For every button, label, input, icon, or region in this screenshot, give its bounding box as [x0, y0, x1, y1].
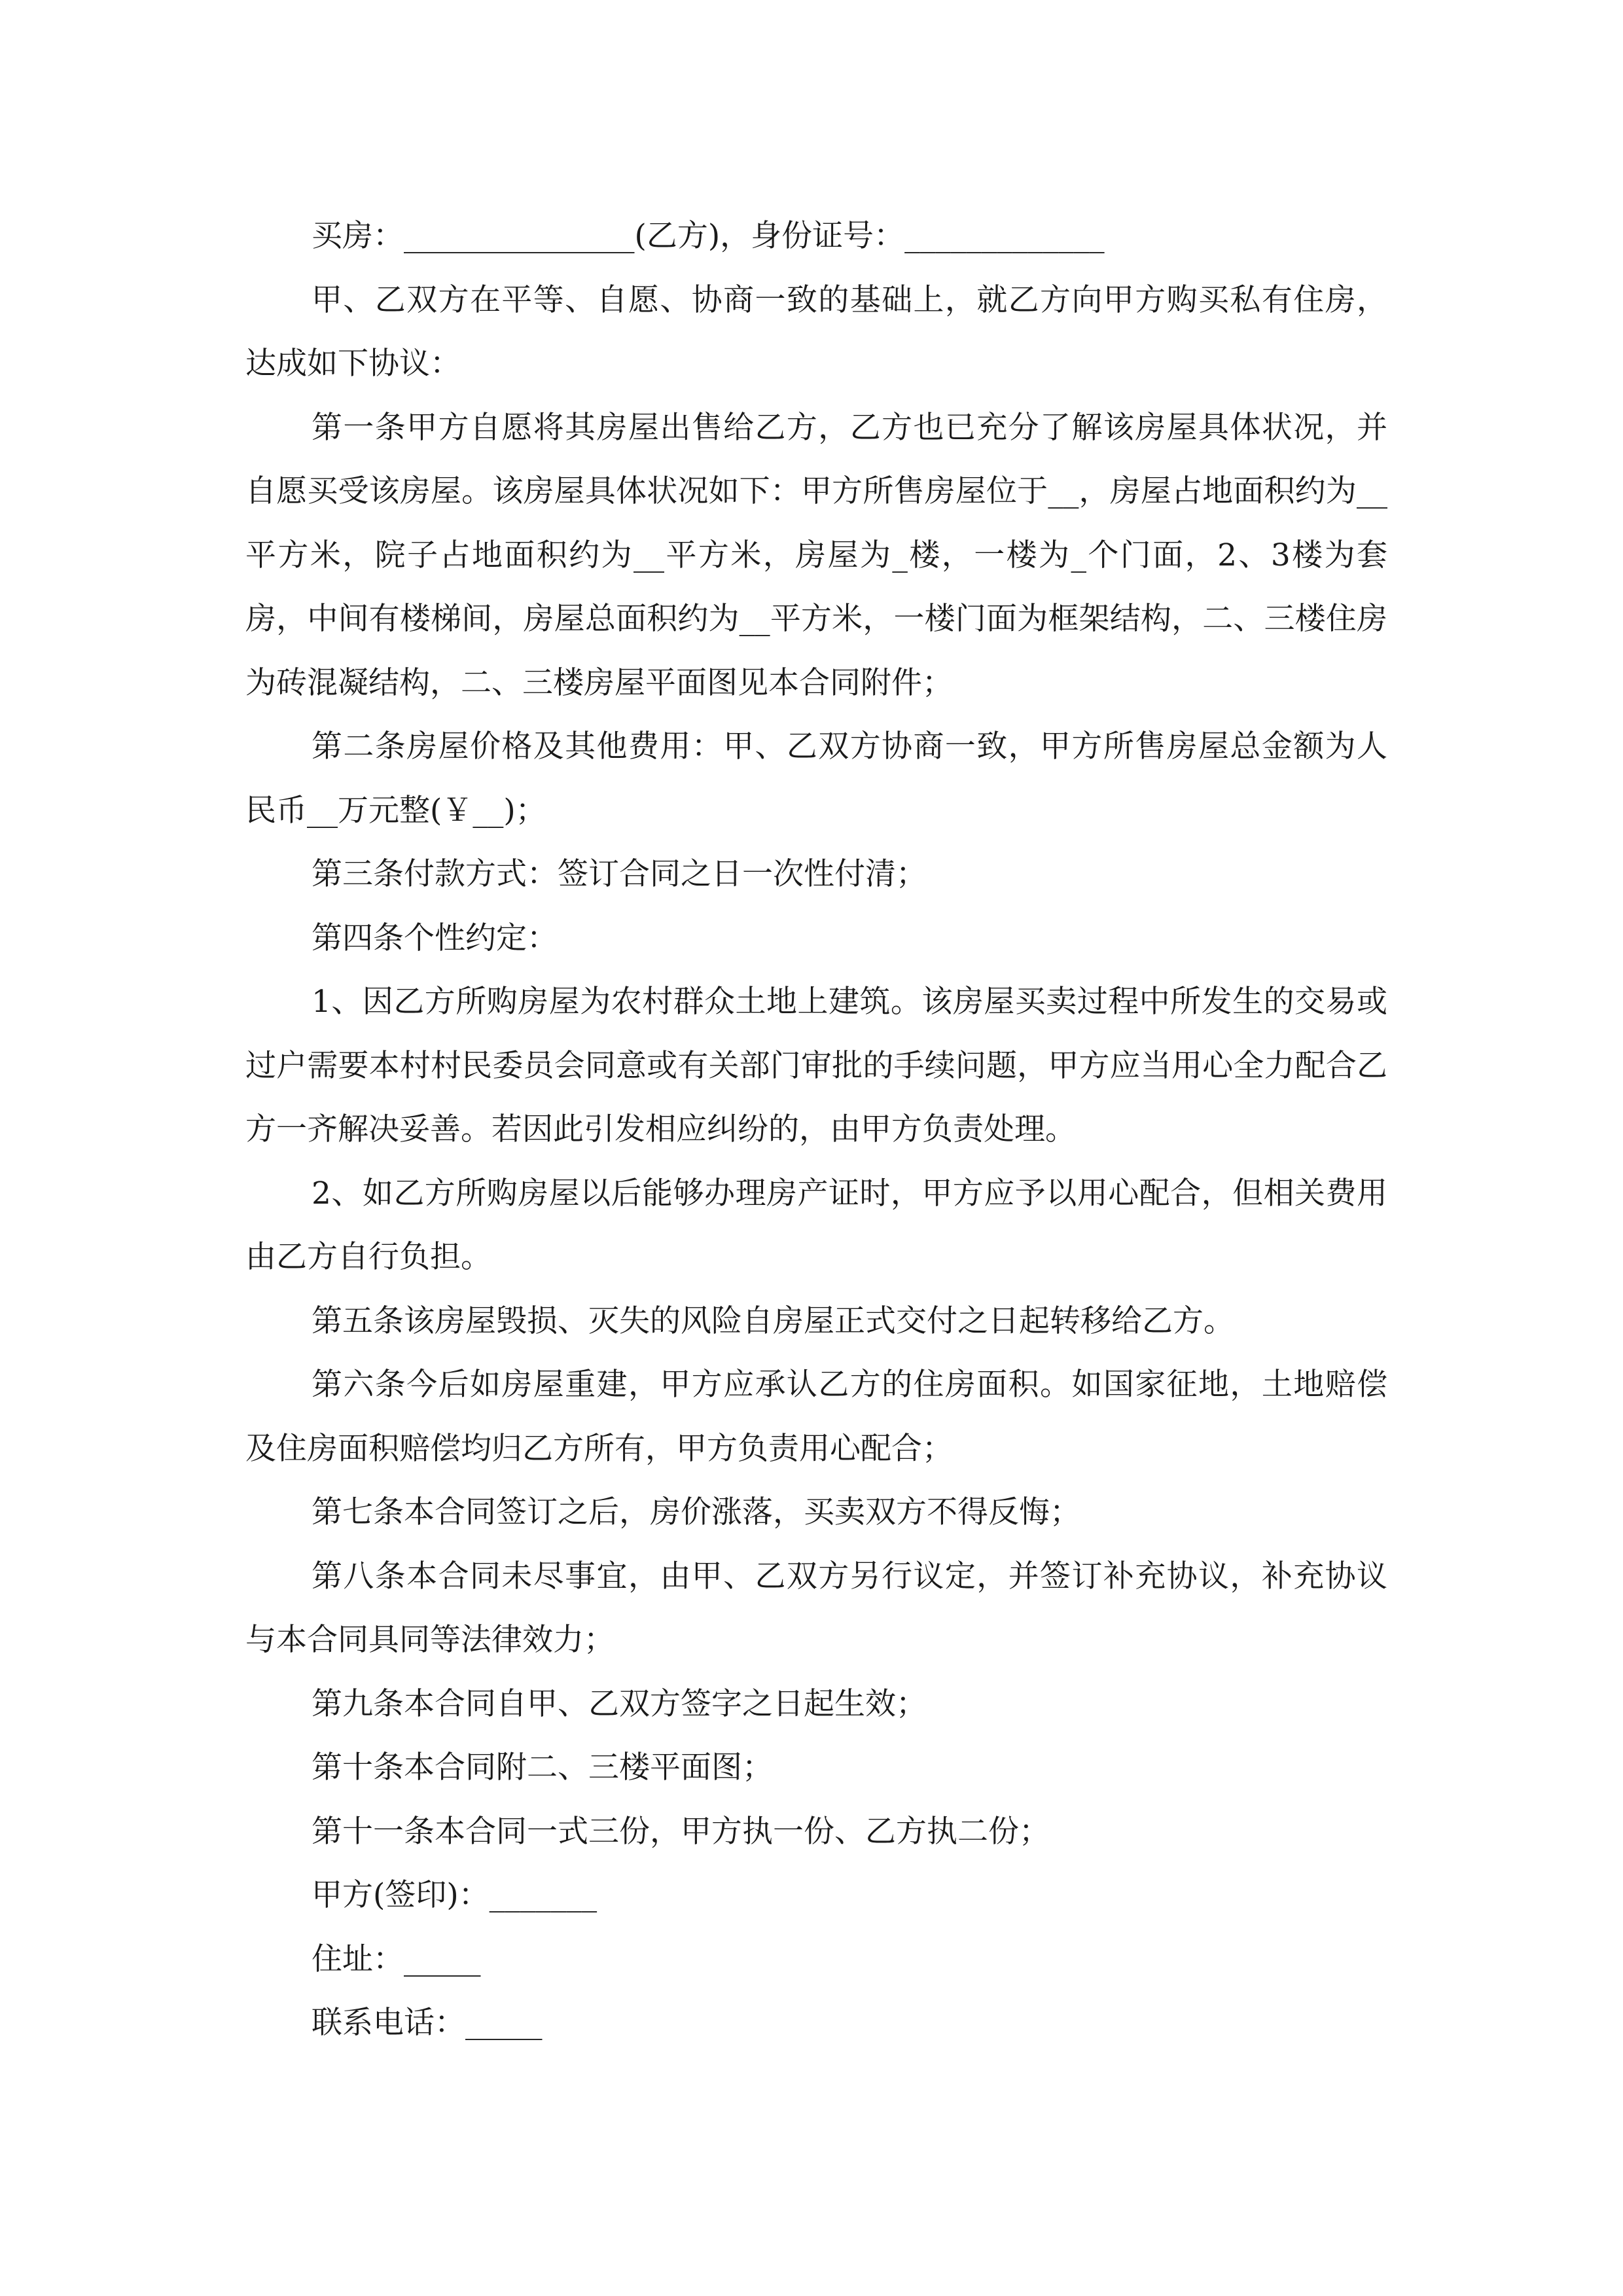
article-11-paragraph: 第十一条本合同一式三份，甲方执一份、乙方执二份； [312, 1813, 1050, 1850]
article-4-item-1: 1、因乙方所购房屋为农村群众土地上建筑。该房屋买卖过程中所发生的交易或过户需要本村村民委员会同意或有关部门审批的手续问题，甲方应当用心全力配合乙方一齐解决妥善。若因此引发相应纠纷的，由甲方负责处理。 [245, 984, 1387, 1147]
party-a-signature-line: 甲方(签印)：_______ [312, 1877, 597, 1913]
buyer-line: 买房：_______________(乙方)，身份证号：_____________ [312, 218, 1105, 254]
article-2-paragraph: 第二条房屋价格及其他费用：甲、乙双方协商一致，甲方所售房屋总金额为人民币__万元整(￥__)； [245, 728, 1387, 829]
article-9-paragraph: 第九条本合同自甲、乙双方签字之日起生效； [312, 1685, 927, 1722]
article-7-paragraph: 第七条本合同签订之后，房价涨落，买卖双方不得反悔； [312, 1494, 1080, 1530]
article-5-paragraph: 第五条该房屋毁损、灭失的风险自房屋正式交付之日起转移给乙方。 [312, 1302, 1234, 1339]
article-6-paragraph: 第六条今后如房屋重建，甲方应承认乙方的住房面积。如国家征地，土地赔偿及住房面积赔偿均归乙方所有，甲方负责用心配合； [245, 1367, 1387, 1467]
address-line: 住址：_____ [312, 1941, 481, 1977]
article-4-item-2: 2、如乙方所购房屋以后能够办理房产证时，甲方应予以用心配合，但相关费用由乙方自行负担。 [245, 1175, 1387, 1275]
article-8-paragraph: 第八条本合同未尽事宜，由甲、乙双方另行议定，并签订补充协议，补充协议与本合同具同等法律效力； [245, 1558, 1387, 1658]
phone-line: 联系电话：_____ [312, 2005, 543, 2041]
article-4-heading: 第四条个性约定： [312, 920, 558, 956]
preamble-paragraph: 甲、乙双方在平等、自愿、协商一致的基础上，就乙方向甲方购买私有住房，达成如下协议： [245, 281, 1387, 382]
article-10-paragraph: 第十条本合同附二、三楼平面图； [312, 1749, 773, 1785]
article-1-paragraph: 第一条甲方自愿将其房屋出售给乙方，乙方也已充分了解该房屋具体状况，并自愿买受该房屋。该房屋具体状况如下：甲方所售房屋位于__，房屋占地面积约为__平方米，院子占地面积约为__平方米，房屋为_楼，一楼为_个门面，2、3楼为套房，中间有楼梯间，房屋总面积约为__平方米，一楼门面为框架结构，二、三楼住房为砖混凝结构，二、三楼房屋平面图见本合同附件； [245, 409, 1387, 701]
document-page [245, 204, 1387, 2055]
article-3-paragraph: 第三条付款方式：签订合同之日一次性付清； [312, 856, 927, 892]
